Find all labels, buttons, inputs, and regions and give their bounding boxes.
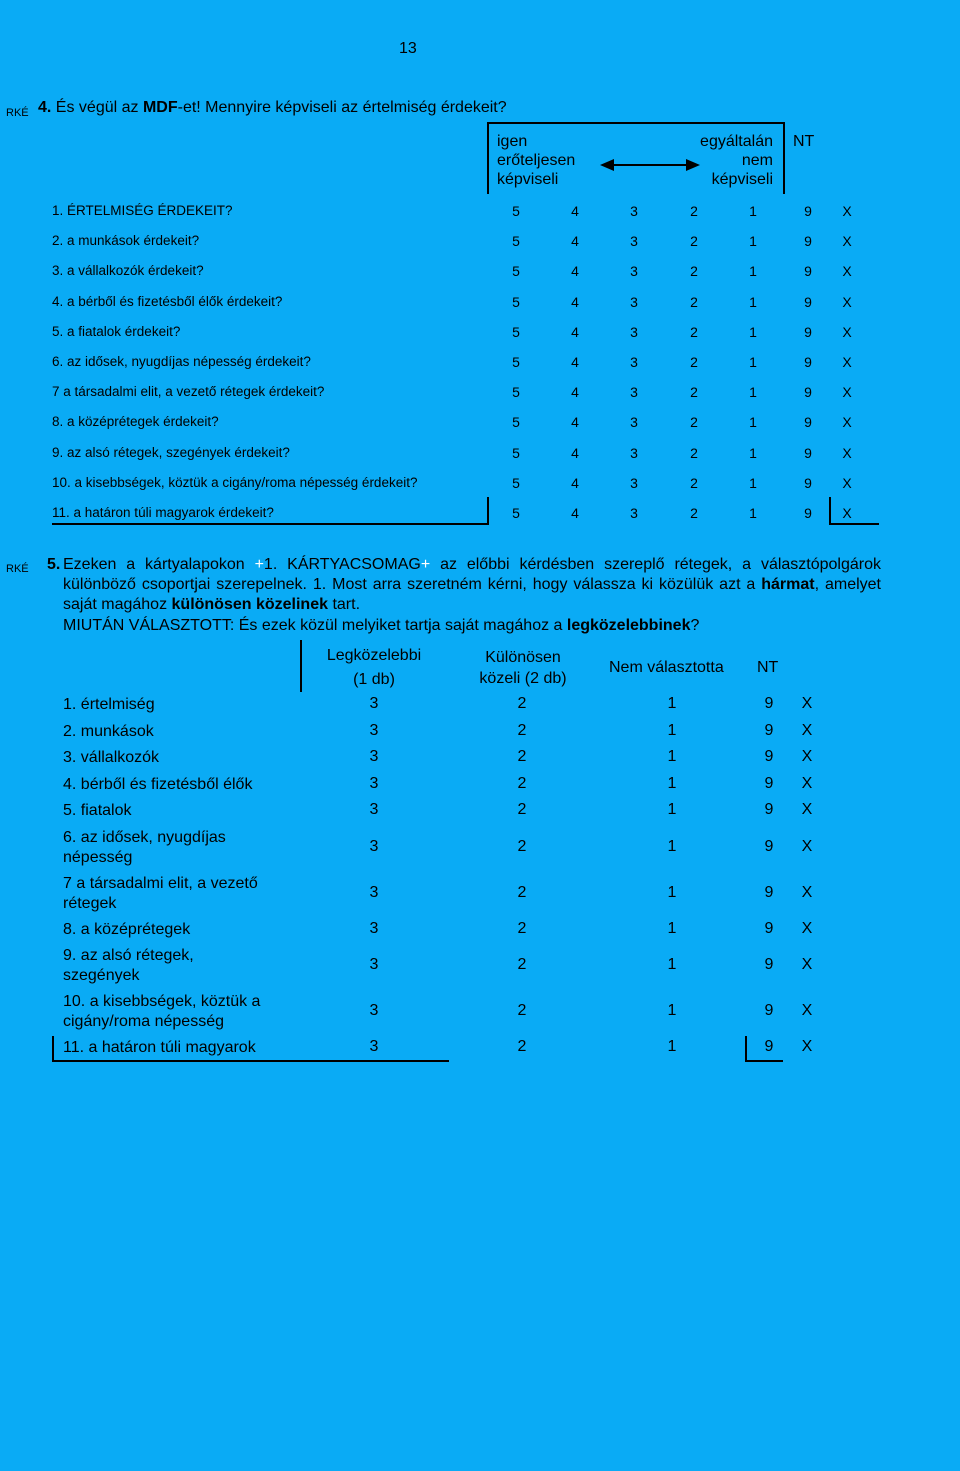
q4-code-option[interactable]: 5 [512, 354, 520, 370]
q4-code-option[interactable]: 1 [749, 323, 757, 340]
q4-code-option[interactable]: X [842, 414, 852, 431]
q4-code-option[interactable]: 2 [690, 203, 698, 219]
q5-row-label [63, 722, 154, 742]
q4-code-option[interactable]: 4 [571, 263, 579, 280]
q5-code-option[interactable]: 9 [764, 919, 774, 937]
q5-row-label-line: 2. munkások [63, 722, 154, 740]
q4-text-before: És végül az [55, 99, 143, 116]
q4-code-option[interactable]: 9 [804, 203, 812, 219]
q4-code-option[interactable]: 9 [804, 263, 812, 280]
q5-row-label-line: 10. a kisebbségek, köztük a [63, 993, 261, 1010]
q4-row-label: 11. a határon túli magyarok érdekeit? [52, 505, 274, 520]
q5-code-option[interactable]: 2 [517, 837, 527, 855]
q5-code-option[interactable]: 2 [517, 883, 527, 901]
q4-row-label: 4. a bérből és fizetésből élők érdekeit? [52, 293, 283, 309]
q5-code-option[interactable]: 2 [517, 774, 527, 792]
q5-col-header-1-line-2: (1 db) [353, 671, 395, 688]
q4-header-left [497, 132, 575, 189]
q4-code-option[interactable]: 1 [749, 505, 757, 521]
q5-col-header-3: Nem választotta [609, 659, 724, 676]
q4-code-option[interactable]: 5 [512, 233, 520, 250]
q5-code-option[interactable]: X [801, 837, 813, 855]
q5-row-label [63, 801, 131, 821]
q5-code-option[interactable]: 3 [369, 748, 379, 765]
q5-code-option[interactable]: X [801, 774, 813, 792]
q5-text-2: 1. KÁRTYACSOMAG [263, 556, 421, 573]
q4-code-option[interactable]: X [842, 474, 852, 491]
q4-code-option[interactable]: 1 [749, 263, 757, 280]
q5-code-option[interactable]: 1 [667, 1002, 677, 1019]
q5-code-option[interactable]: 3 [369, 956, 379, 973]
q4-code-option[interactable]: 5 [512, 474, 520, 491]
q4-row-label: 3. a vállalkozók érdekeit? [52, 263, 204, 279]
q5-code-option[interactable]: 9 [764, 721, 774, 739]
q5-col-header-4: NT [757, 659, 779, 676]
q4-header-right-3: képviseli [711, 171, 773, 188]
q4-code-option[interactable]: 9 [804, 505, 812, 521]
q4-bottom-right-line [829, 497, 831, 525]
q5-col-header-2-line-2: közeli (2 db) [479, 670, 567, 687]
q4-code-option[interactable]: 5 [512, 203, 520, 219]
q5-code-option[interactable]: X [801, 748, 813, 765]
q5-code-option[interactable]: 9 [764, 1038, 774, 1055]
q4-bottom-line [52, 523, 489, 525]
q4-code-option[interactable]: 4 [571, 474, 579, 491]
q4-row-label: 10. a kisebbségek, köztük a cigány/roma népesség érdekeit? [52, 474, 418, 490]
q4-code-option[interactable]: 1 [749, 293, 757, 310]
q5-code-option[interactable]: 1 [667, 837, 677, 855]
q4-code-option[interactable]: 2 [690, 384, 698, 401]
q4-code-option[interactable]: 3 [630, 263, 638, 280]
q5-row-label [63, 946, 194, 986]
q4-code-option[interactable]: X [842, 233, 852, 250]
q4-party: MDF [142, 99, 178, 116]
q4-code-option[interactable]: 1 [749, 354, 757, 370]
q5-code-option[interactable]: 3 [369, 695, 379, 712]
q4-code-option[interactable]: 2 [690, 414, 698, 431]
q5-code-option[interactable]: 2 [517, 919, 527, 937]
q5-code-option[interactable]: 1 [667, 801, 677, 818]
q5-code-option[interactable]: 3 [369, 801, 379, 818]
q5-col-header-1-line-1: Legközelebbi [326, 647, 422, 664]
q4-code-option[interactable]: 2 [690, 233, 698, 250]
q5-code-option[interactable]: 1 [667, 695, 677, 712]
q4-code-option[interactable]: 9 [804, 414, 812, 431]
q4-row-label: 6. az idősek, nyugdíjas népesség érdekeit? [52, 354, 311, 369]
q4-code-option[interactable]: 9 [804, 444, 812, 461]
q5-code-option[interactable]: 3 [369, 837, 379, 855]
q5-code-option[interactable]: X [801, 883, 813, 901]
q4-header-right [680, 132, 773, 189]
q4-code-option[interactable]: 5 [512, 323, 520, 340]
q5-code-option[interactable]: 1 [667, 919, 677, 937]
q5-row-label-line: népesség [63, 848, 133, 866]
q5-code-option[interactable]: 1 [667, 774, 677, 792]
q5-followup-text: MIUTÁN VÁLASZTOTT: És ezek közül melyiket tartja saját magához a [63, 617, 567, 634]
q5-code-option[interactable]: X [801, 801, 813, 818]
rke-label: RKÉ [6, 563, 29, 575]
q5-code-option[interactable]: 9 [764, 1002, 774, 1019]
q5-row-label [63, 992, 260, 1032]
q5-followup [63, 617, 699, 635]
q4-code-option[interactable]: 2 [690, 444, 698, 461]
q4-header-left-3: képviseli [497, 171, 559, 188]
q5-code-option[interactable]: X [801, 1038, 813, 1055]
q4-row-label: 8. a középrétegek érdekeit? [52, 414, 219, 430]
q5-bottom-right-tail [745, 1060, 783, 1062]
q5-text-1: Ezeken a kártyalapokon [63, 556, 255, 573]
q4-code-option[interactable]: 2 [690, 323, 698, 340]
q5-code-option[interactable]: 1 [667, 956, 677, 973]
q5-code-option[interactable]: 2 [517, 748, 527, 765]
q5-code-option[interactable]: 9 [764, 956, 774, 973]
q4-code-option[interactable]: 4 [571, 293, 579, 310]
q4-header-left-line [487, 122, 489, 194]
q4-header-right-1: egyáltalán [700, 133, 773, 150]
q5-bold-1: hármat [761, 576, 815, 593]
q5-col-header-2 [462, 647, 584, 689]
plus-sign: + [420, 556, 431, 573]
q5-row-label-line: 4. bérből és fizetésből élők [63, 775, 253, 793]
q5-row-label-line: 9. az alsó rétegek, [63, 947, 194, 964]
q5-row-label-line: szegények [63, 967, 140, 984]
q4-code-option[interactable]: 2 [690, 505, 698, 521]
q4-code-option[interactable]: X [842, 293, 852, 310]
q4-code-option[interactable]: 2 [690, 293, 698, 310]
q4-row-label: 1. ÉRTELMISÉG ÉRDEKEIT? [52, 203, 233, 218]
q4-code-option[interactable]: 1 [749, 384, 757, 401]
q5-code-option[interactable]: X [801, 919, 813, 937]
q5-code-option[interactable]: 2 [517, 801, 527, 818]
q5-row-label-line: 6. az idősek, nyugdíjas [63, 828, 226, 846]
q4-bottom-left-line [487, 497, 489, 525]
q4-header-right-line [783, 122, 785, 194]
q5-followup-end: ? [690, 617, 700, 634]
q4-code-option[interactable]: 5 [512, 293, 520, 310]
q5-followup-bold: legközelebbinek [566, 617, 691, 634]
q4-code-option[interactable]: 4 [571, 414, 579, 431]
q4-code-option[interactable]: 4 [571, 505, 579, 521]
q4-code-option[interactable]: 3 [630, 293, 638, 310]
q4-code-option[interactable]: 3 [630, 203, 638, 219]
q4-code-option[interactable]: 2 [690, 263, 698, 280]
q4-code-option[interactable]: 9 [804, 323, 812, 340]
q4-bottom-right-tail [829, 523, 879, 525]
q4-code-option[interactable]: 3 [630, 474, 638, 491]
q5-code-option[interactable]: 3 [369, 1002, 379, 1019]
q5-row-label-line: 3. vállalkozók [63, 749, 160, 766]
q4-header-left-1: igen [497, 133, 528, 150]
q5-row-label-line: 5. fiatalok [63, 802, 132, 819]
q5-row-label-line: 11. a határon túli magyarok [63, 1039, 256, 1056]
q5-code-option[interactable]: 3 [369, 774, 379, 792]
q5-code-option[interactable]: X [801, 1002, 813, 1019]
q4-code-option[interactable]: 2 [690, 354, 698, 370]
q5-code-option[interactable]: 2 [517, 695, 527, 712]
q4-header-nt: NT [793, 133, 815, 150]
q4-code-option[interactable]: 1 [749, 444, 757, 461]
q5-code-option[interactable]: 1 [667, 883, 677, 901]
q5-code-option[interactable]: 3 [369, 883, 379, 901]
q5-text-3: az előbbi kérdésben szereplő rétegek, a választópolgárok különböző csoportjai szerepelnek. 1. Most arra szeretném kérni, hogy válassza ki közülük azt a [63, 556, 882, 593]
q4-row-label: 9. az alsó rétegek, szegények érdekeit? [52, 444, 290, 460]
q4-code-option[interactable]: 3 [630, 444, 638, 461]
q5-code-option[interactable]: 9 [764, 801, 774, 818]
q5-header-left-line [300, 640, 302, 692]
q4-row-label: 5. a fiatalok érdekeit? [52, 323, 181, 339]
q4-code-option[interactable]: X [842, 384, 852, 401]
q4-code-option[interactable]: 5 [512, 414, 520, 431]
q4-code-option[interactable]: 3 [630, 354, 638, 370]
q5-code-option[interactable]: 9 [764, 837, 774, 855]
q4-code-option[interactable]: 3 [630, 384, 638, 401]
q4-code-option[interactable]: 5 [512, 263, 520, 280]
q5-code-option[interactable]: 1 [667, 748, 677, 765]
q4-code-option[interactable]: 1 [749, 233, 757, 250]
q5-code-option[interactable]: 9 [764, 883, 774, 901]
q5-row-label-line: 8. a középrétegek [63, 920, 191, 938]
q4-header-right-2: nem [741, 152, 773, 169]
q5-row-label [63, 695, 155, 715]
q4-code-option[interactable]: 9 [804, 354, 812, 370]
q5-text [63, 555, 881, 615]
q5-number-text: 5. [47, 556, 61, 573]
q5-code-option[interactable]: 2 [517, 1002, 527, 1019]
q4-number: 4. [38, 99, 52, 116]
q5-row-label [63, 1038, 256, 1058]
q4-code-option[interactable]: X [842, 323, 852, 340]
q4-code-option[interactable]: 2 [690, 474, 698, 491]
q5-bottom-right-line [745, 1036, 747, 1062]
q4-row-label: 2. a munkások érdekeit? [52, 233, 200, 249]
q5-code-option[interactable]: 2 [517, 721, 527, 739]
q4-text-after: -et! Mennyire képviseli az értelmiség érdekeit? [177, 99, 507, 116]
q5-code-option[interactable]: 9 [764, 695, 774, 712]
plus-sign: + [254, 556, 264, 573]
q4-code [6, 103, 29, 121]
q5-row-label-line: 7 a társadalmi elit, a vezető [63, 874, 258, 892]
q4-code-option[interactable]: X [842, 505, 852, 521]
q5-code-option[interactable]: 1 [667, 721, 677, 739]
q5-code-option[interactable]: 9 [764, 748, 774, 765]
q5-code-option[interactable]: 2 [517, 956, 527, 973]
q4-code-option[interactable]: 5 [512, 505, 520, 521]
q5-code-option[interactable]: X [801, 956, 813, 973]
q4-code-option[interactable]: 9 [804, 384, 812, 401]
q4-code-option[interactable]: 1 [749, 414, 757, 431]
q5-col-header-2-line-1: Különösen [485, 649, 561, 666]
q4-code-option[interactable]: 4 [571, 203, 579, 219]
q4-code-option[interactable]: X [842, 263, 852, 280]
q5-code-option[interactable]: X [801, 695, 813, 712]
q4-code-option[interactable]: 4 [571, 233, 579, 250]
q5-code-option[interactable]: 3 [369, 721, 379, 739]
q4-code-option[interactable]: 3 [630, 233, 638, 250]
q5-text-5: tart. [328, 596, 361, 613]
q5-code-option[interactable]: 9 [764, 774, 774, 792]
q4-code-option[interactable]: 9 [804, 293, 812, 310]
q4-code-option[interactable]: 1 [749, 203, 757, 219]
page-number: 13 [399, 40, 417, 57]
q4-code-option[interactable]: X [842, 203, 852, 219]
q4-code-option[interactable]: 9 [804, 233, 812, 250]
q4-row-label: 7 a társadalmi elit, a vezető rétegek érdekeit? [52, 384, 325, 400]
q5-row-label-line: rétegek [63, 894, 117, 912]
q4-code-option[interactable]: 5 [512, 384, 520, 401]
q5-bold-2: különösen közelinek [171, 596, 328, 613]
q5-row-label-line: cigány/roma népesség [63, 1013, 224, 1030]
q4-code-option[interactable]: X [842, 444, 852, 461]
q4-code-option[interactable]: 9 [804, 474, 812, 491]
q5-text-4: , amelyet saját magához [63, 576, 881, 613]
q5-bottom-left-line [52, 1036, 54, 1062]
q4-code-option[interactable]: X [842, 354, 852, 370]
rke-label: RKÉ [6, 107, 29, 119]
q4-code-option[interactable]: 3 [630, 414, 638, 431]
q4-code-option[interactable]: 4 [571, 354, 579, 370]
q4-header-left-2: erőteljesen [497, 152, 576, 169]
q4-title [38, 99, 507, 117]
q5-code [6, 559, 29, 577]
q5-code-option[interactable]: 3 [369, 919, 379, 937]
q5-row-label [63, 775, 252, 795]
q4-code-option[interactable]: 3 [630, 323, 638, 340]
q5-row-label [63, 748, 159, 768]
q4-code-option[interactable]: 4 [571, 444, 579, 461]
q5-bottom-line [52, 1060, 449, 1062]
q4-header-top-line [487, 122, 784, 124]
q4-code-option[interactable]: 5 [512, 444, 520, 461]
q5-code-option[interactable]: 1 [667, 1038, 677, 1055]
q4-code-option[interactable]: 4 [571, 323, 579, 340]
q5-number [47, 555, 60, 575]
q5-code-option[interactable]: 2 [517, 1038, 527, 1055]
q5-code-option[interactable]: X [801, 721, 813, 739]
q5-col-header-1 [310, 645, 438, 690]
q5-row-label [63, 828, 226, 868]
q4-code-option[interactable]: 1 [749, 474, 757, 491]
q4-code-option[interactable]: 3 [630, 505, 638, 521]
q5-row-label-line: 1. értelmiség [63, 696, 155, 713]
q5-row-label [63, 874, 258, 914]
q5-row-label [63, 920, 190, 940]
q4-code-option[interactable]: 4 [571, 384, 579, 401]
q5-code-option[interactable]: 3 [369, 1038, 379, 1055]
